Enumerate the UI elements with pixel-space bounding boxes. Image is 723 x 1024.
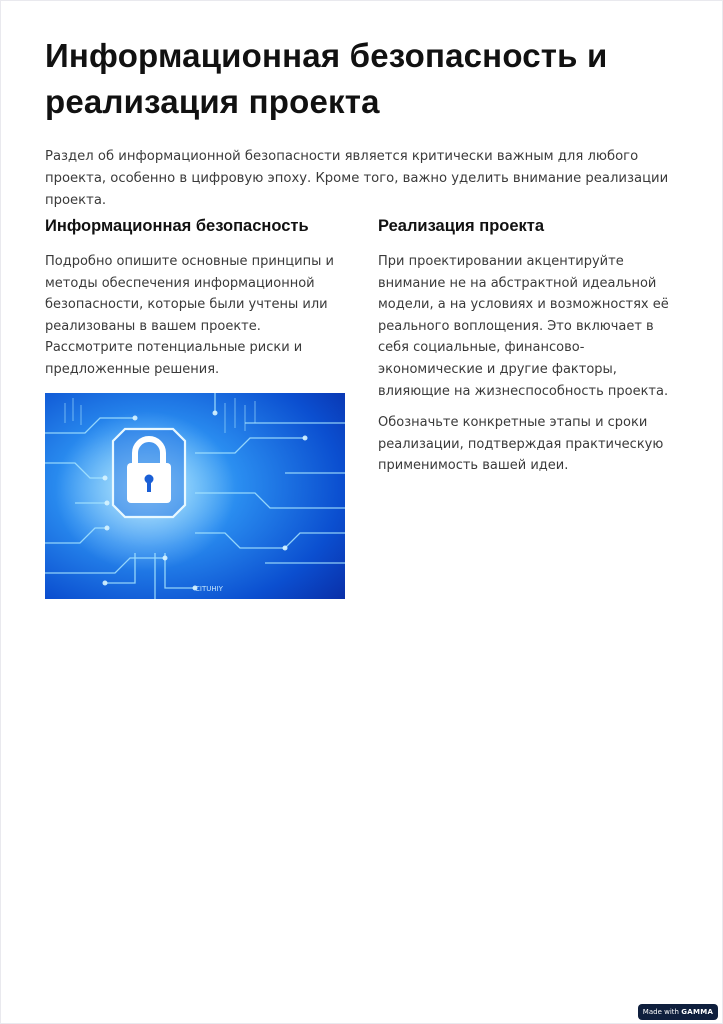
- implementation-paragraph-2: Обозначьте конкретные этапы и сроки реализации, подтверждая практическую применимость вашей идеи.: [378, 415, 664, 474]
- page-title: Информационная безопасность и реализация проекта: [45, 37, 608, 120]
- badge-brand: GAMMA: [681, 1008, 714, 1016]
- intro-paragraph: Раздел об информационной безопасности является критически важным для любого проекта, особенно в цифровую эпоху. Кроме того, важно уделить внимание реализации проекта.: [45, 149, 669, 208]
- badge-prefix: Made with: [642, 1008, 679, 1016]
- implementation-paragraph-1: При проектировании акцентируйте внимание не на абстрактной идеальной модели, а на условиях и возможностях её реального воплощения. Это включает в себя социальные, финансово-экономические и другие факторы, влияющие на жизнеспособность проекта.: [378, 254, 669, 399]
- section-heading-security: Информационная безопасность: [45, 217, 309, 235]
- section-heading-implementation: Реализация проекта: [378, 217, 545, 235]
- made-with-gamma-badge[interactable]: [638, 1004, 718, 1020]
- security-paragraph: Подробно опишите основные принципы и методы обеспечения информационной безопасности, которые были учтены или реализованы в вашем проекте. Рассмотрите потенциальные риски и предложенные решения.: [45, 254, 334, 377]
- image-caption: CITUHIY: [195, 585, 223, 593]
- cybersecurity-image: [45, 393, 345, 599]
